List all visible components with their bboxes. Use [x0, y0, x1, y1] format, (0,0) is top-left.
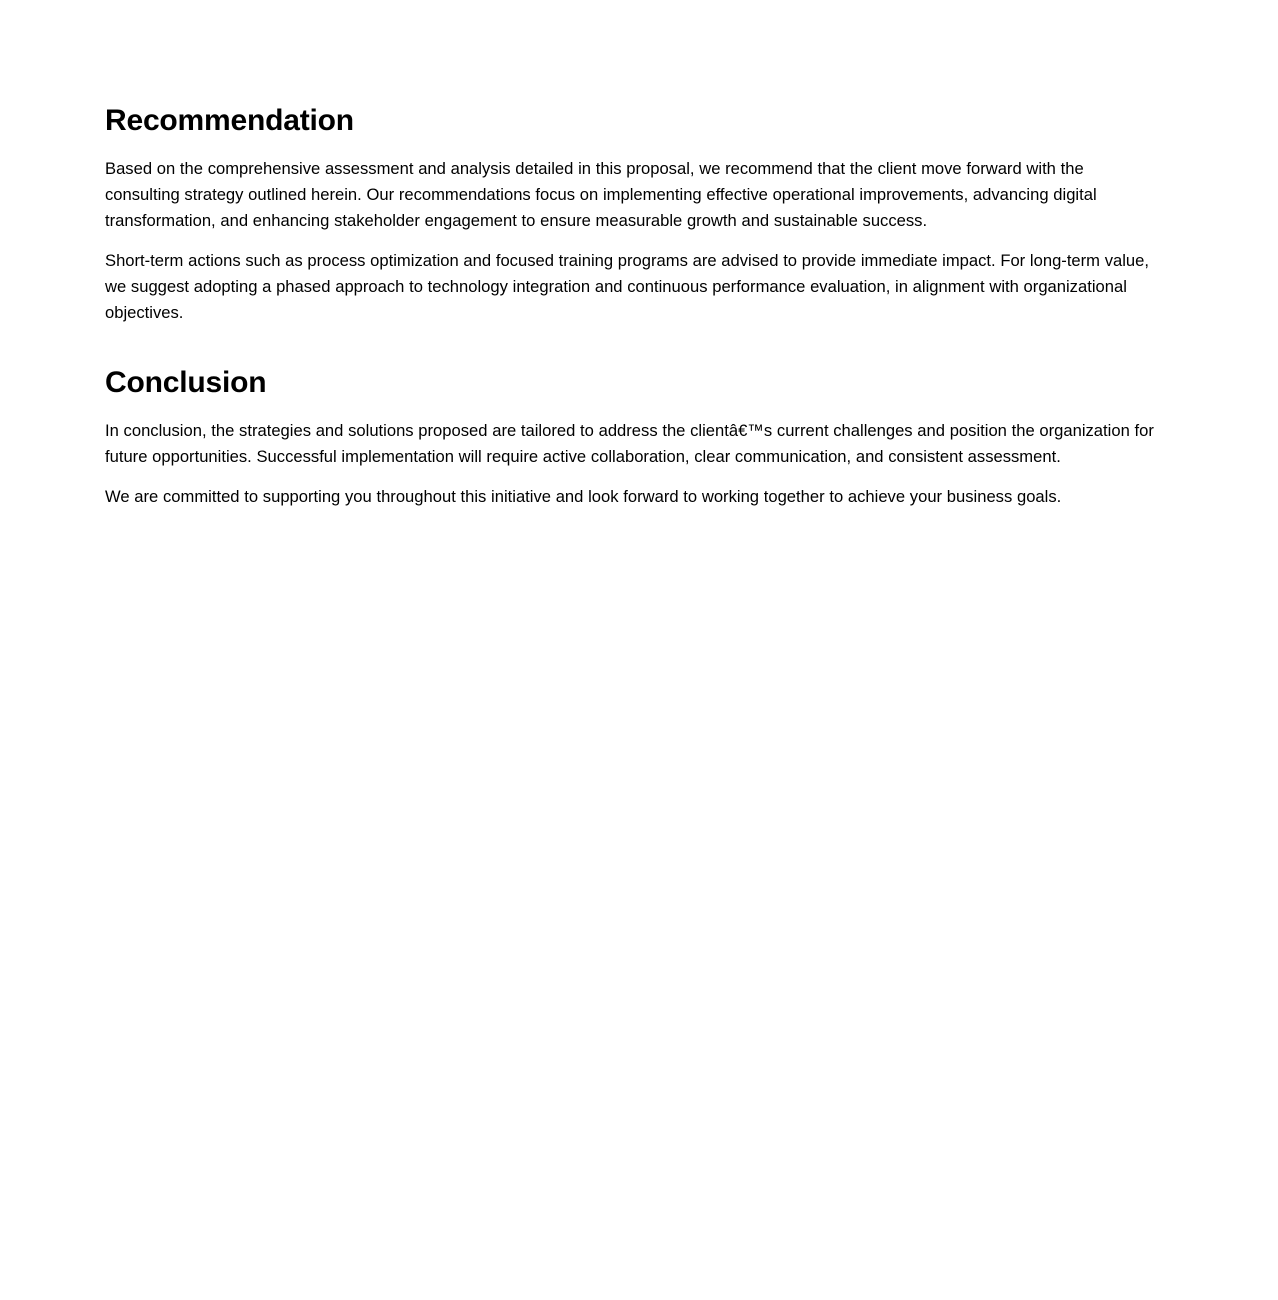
heading-conclusion: Conclusion — [105, 366, 267, 399]
section-conclusion-body — [105, 418, 1163, 510]
document-content — [105, 104, 1163, 510]
paragraph: We are committed to supporting you throughout this initiative and look forward to working together to achieve your business goals. — [105, 487, 1062, 506]
section-conclusion — [105, 366, 1163, 510]
paragraph: Based on the comprehensive assessment and analysis detailed in this proposal, we recommend that the client move forward with the consulting strategy outlined herein. Our recommendations focus on implementing effective operational improvements, advancing digital transformation, and enhancing stakeholder engagement to ensure measurable growth and sustainable success. — [105, 159, 1097, 230]
section-spacer — [105, 326, 1163, 366]
paragraph: In conclusion, the strategies and solutions proposed are tailored to address the clientâ€™s current challenges and position the organization for future opportunities. Successful implementation will require active collaboration, clear communication, and consistent assessment. — [105, 421, 1154, 466]
paragraph: Short-term actions such as process optimization and focused training programs are advised to provide immediate impact. For long-term value, we suggest adopting a phased approach to technology integration and continuous performance evaluation, in alignment with organizational objectives. — [105, 251, 1149, 322]
heading-recommendation: Recommendation — [105, 104, 354, 137]
section-recommendation — [105, 104, 1163, 326]
section-recommendation-body — [105, 156, 1163, 326]
